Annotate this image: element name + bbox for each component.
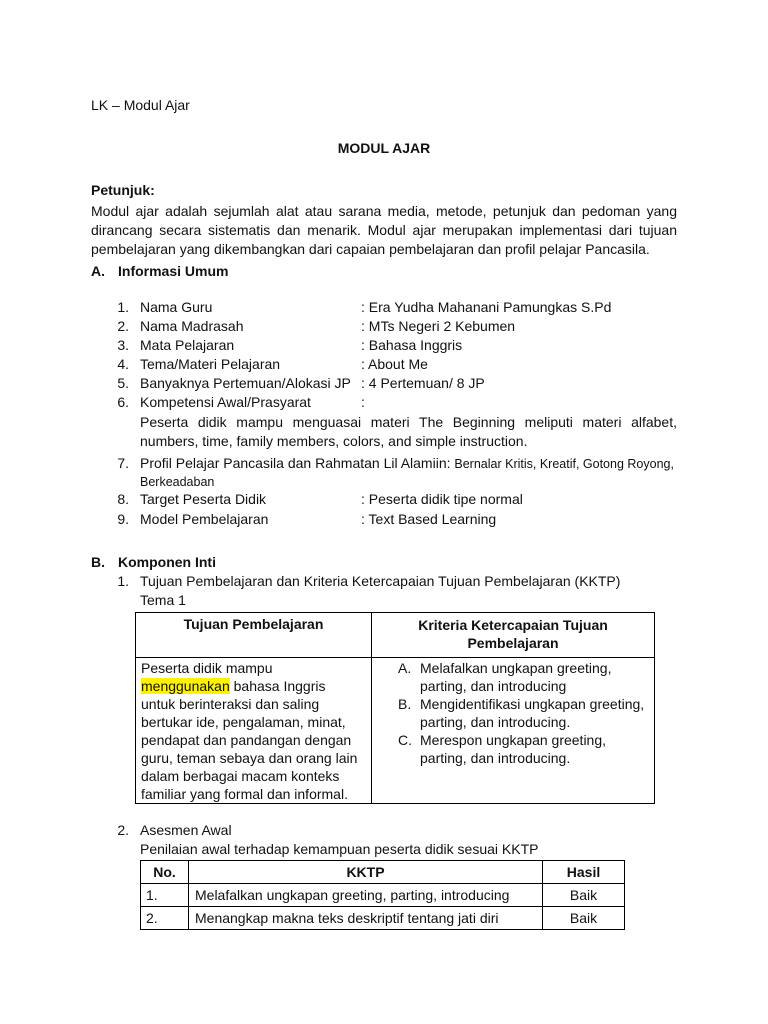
- list-value: : 4 Pertemuan/ 8 JP: [361, 375, 485, 391]
- kriteria-line: Merespon ungkapan greeting,: [420, 732, 607, 748]
- tujuan-line: untuk berinteraksi dan saling: [141, 696, 320, 712]
- kriteria-letter: C.: [398, 732, 412, 748]
- list-label: Banyaknya Pertemuan/Alokasi JP: [140, 375, 351, 391]
- list-number: 7.: [117, 455, 129, 471]
- document-header: LK – Modul Ajar: [91, 97, 190, 113]
- kriteria-line: Melafalkan ungkapan greeting,: [420, 660, 612, 676]
- list-label: Tema/Materi Pelajaran: [140, 356, 281, 372]
- list-value: : Peserta didik tipe normal: [361, 491, 523, 507]
- list-label: Kompetensi Awal/Prasyarat: [140, 394, 311, 410]
- kriteria-letter: B.: [398, 696, 412, 712]
- tujuan-line: Peserta didik mampu: [141, 660, 273, 676]
- table-header-cell: [136, 613, 372, 658]
- tujuan-line: bertukar ide, pengalaman, minat,: [141, 714, 346, 730]
- section-b-letter: B.: [91, 554, 105, 570]
- petunjuk-heading: Petunjuk:: [91, 182, 155, 198]
- list-label: Nama Madrasah: [140, 318, 244, 334]
- kriteria-line: parting, dan introducing.: [420, 714, 571, 730]
- tujuan-line: pendapat dan pandangan dengan: [141, 732, 352, 748]
- table-cell-hasil: Baik: [543, 884, 625, 907]
- list-value: :: [361, 394, 365, 410]
- table-header-cell: Hasil: [543, 861, 625, 884]
- kompetensi-line-2: numbers, time, family members, colors, and simple instruction.: [140, 433, 528, 449]
- table-cell-kktp: Menangkap makna teks deskriptif tentang jati diri: [189, 907, 543, 930]
- table-cell-no: 2.: [141, 907, 189, 930]
- petunjuk-line-2: dirancang secara sistematis dan menarik. Modul ajar merupakan implementasi dari tujuan: [91, 222, 677, 238]
- kriteria-header-line-2: Pembelajaran: [467, 635, 559, 651]
- list-value: : Era Yudha Mahanani Pamungkas S.Pd: [361, 299, 612, 315]
- table-cell-hasil: Baik: [543, 907, 625, 930]
- section-b-heading: Komponen Inti: [118, 554, 216, 570]
- list-value: : Bahasa Inggris: [361, 337, 463, 353]
- table-header-cell: KKTP: [189, 861, 543, 884]
- table-row: [141, 907, 625, 930]
- table-header-cell: [372, 613, 655, 658]
- list-value: : Text Based Learning: [361, 511, 497, 527]
- list-number: 9.: [117, 511, 129, 527]
- kriteria-item: [394, 695, 650, 731]
- list-number: 2.: [117, 318, 129, 334]
- list-number: 8.: [117, 491, 129, 507]
- kriteria-cell: [372, 658, 655, 804]
- kriteria-item: [394, 659, 650, 695]
- list-label: [140, 454, 674, 474]
- asesmen-desc: Penilaian awal terhadap kemampuan peserta didik sesuai KKTP: [140, 841, 539, 857]
- tujuan-line-rest: bahasa Inggris: [229, 678, 326, 694]
- list-number: 4.: [117, 356, 129, 372]
- table-row: [141, 884, 625, 907]
- list-number: 1.: [117, 573, 129, 589]
- kriteria-line: Mengidentifikasi ungkapan greeting,: [420, 696, 645, 712]
- table-row: [136, 658, 655, 804]
- profil-label: Profil Pelajar Pancasila dan Rahmatan Lil Alamiin:: [140, 455, 451, 471]
- section-a-letter: A.: [91, 263, 105, 279]
- tujuan-line: [141, 677, 366, 695]
- list-number: 6.: [117, 394, 129, 410]
- list-number: 1.: [117, 299, 129, 315]
- table-header-cell: No.: [141, 861, 189, 884]
- tujuan-line: dalam berbagai macam konteks: [141, 768, 340, 784]
- list-value: : About Me: [361, 356, 428, 372]
- highlighted-word: menggunakan: [141, 678, 230, 694]
- asesmen-heading: Asesmen Awal: [140, 822, 232, 838]
- list-label: Model Pembelajaran: [140, 511, 269, 527]
- tujuan-line: guru, teman sebaya dan orang lain: [141, 750, 358, 766]
- list-label: Nama Guru: [140, 299, 213, 315]
- kriteria-header-line-1: Kriteria Ketercapaian Tujuan: [418, 617, 608, 633]
- list-number: 2.: [117, 822, 129, 838]
- list-label: Target Peserta Didik: [140, 491, 267, 507]
- table-header-row: [141, 861, 625, 884]
- petunjuk-line-3: pembelajaran yang dikembangkan dari capaian pembelajaran dan profil pelajar Pancasila.: [91, 241, 650, 257]
- tujuan-header: Tujuan Pembelajaran: [183, 616, 324, 632]
- petunjuk-line-1: Modul ajar adalah sejumlah alat atau sarana media, metode, petunjuk dan pedoman yang: [91, 203, 677, 219]
- komponen-item-1: Tujuan Pembelajaran dan Kriteria Ketercapaian Tujuan Pembelajaran (KKTP): [140, 573, 621, 589]
- profil-value-cont: Berkeadaban: [140, 475, 215, 489]
- tujuan-line: familiar yang formal dan informal.: [141, 786, 348, 802]
- table-header-row: [136, 613, 655, 658]
- tema-label: Tema 1: [140, 592, 186, 608]
- profil-value: Bernalar Kritis, Kreatif, Gotong Royong,: [454, 457, 674, 471]
- tujuan-cell: [136, 658, 372, 804]
- document-title: MODUL AJAR: [337, 140, 431, 156]
- section-a-heading: Informasi Umum: [118, 263, 229, 279]
- kriteria-line: parting, dan introducing.: [420, 750, 571, 766]
- list-number: 5.: [117, 375, 129, 391]
- table-cell-no: 1.: [141, 884, 189, 907]
- list-number: 3.: [117, 337, 129, 353]
- kriteria-item: [394, 731, 650, 767]
- kompetensi-line-1: Peserta didik mampu menguasai materi The Beginning meliputi materi alfabet,: [140, 414, 677, 430]
- kriteria-letter: A.: [398, 660, 412, 676]
- list-value: : MTs Negeri 2 Kebumen: [361, 318, 516, 334]
- kriteria-line: parting, dan introducing: [420, 678, 567, 694]
- table-cell-kktp: Melafalkan ungkapan greeting, parting, introducing: [189, 884, 543, 907]
- asesmen-table: [140, 860, 625, 930]
- list-label: Mata Pelajaran: [140, 337, 235, 353]
- tujuan-table: [135, 612, 655, 804]
